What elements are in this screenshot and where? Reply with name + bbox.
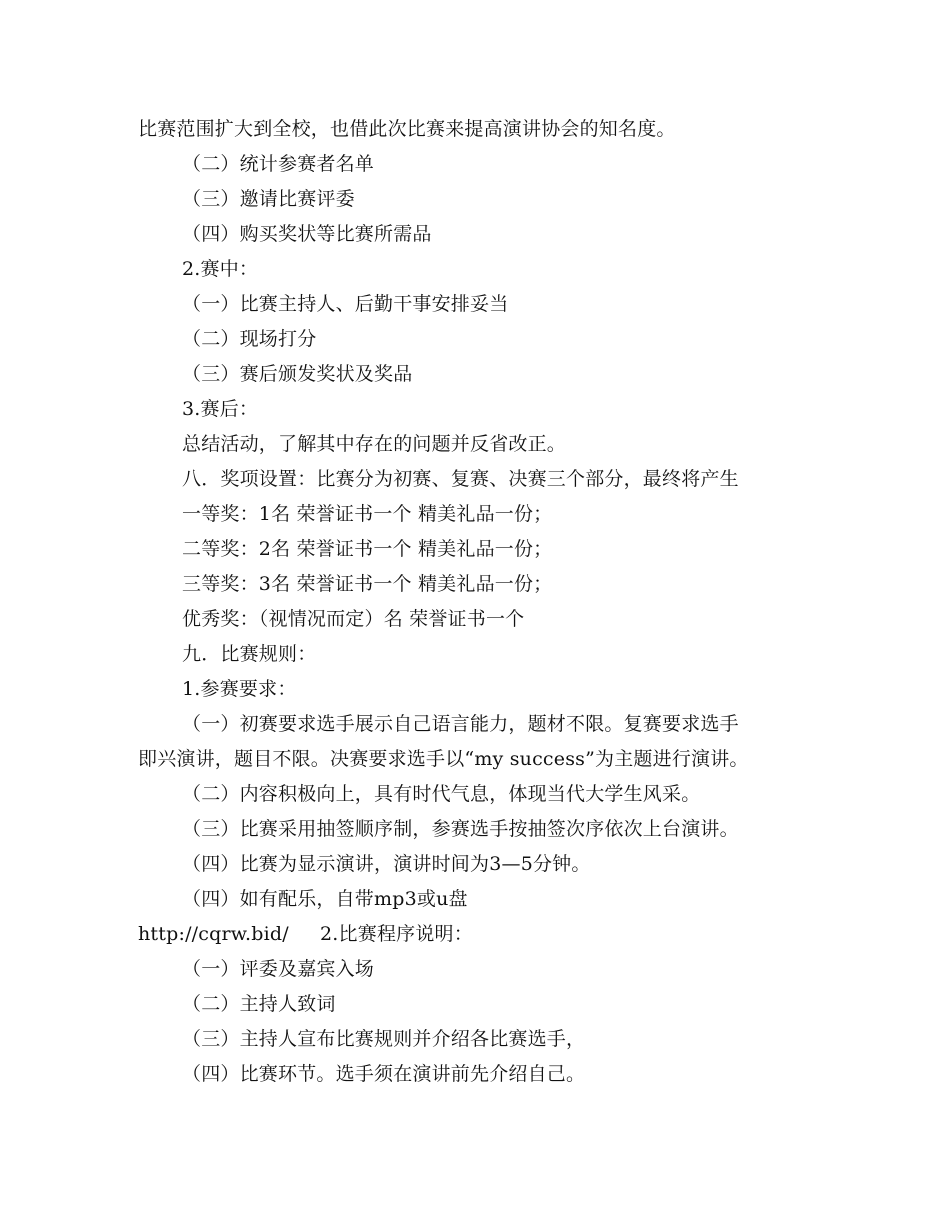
award-line: 三等奖：3名 荣誉证书一个 精美礼品一份；	[182, 573, 553, 595]
paragraph-line: （三）赛后颁发奖状及奖品	[182, 363, 413, 385]
section-heading: 2.赛中：	[182, 258, 259, 280]
paragraph-line: （二）内容积极向上，具有时代气息，体现当代大学生风采。	[182, 783, 701, 805]
paragraph-line: （一）评委及嘉宾入场	[182, 958, 375, 980]
url-gap	[289, 923, 320, 945]
paragraph-line: 总结活动，了解其中存在的问题并反省改正。	[182, 433, 567, 455]
paragraph-line: 比赛范围扩大到全校，也借此次比赛来提高演讲协会的知名度。	[138, 118, 676, 140]
paragraph-line: （四）比赛环节。选手须在演讲前先介绍自己。	[182, 1063, 586, 1085]
section-heading: 1.参赛要求：	[182, 678, 297, 700]
paragraph-line: （四）购买奖状等比赛所需品	[182, 223, 432, 245]
paragraph-line: （四）如有配乐，自带mp3或u盘	[182, 888, 468, 910]
url-text: http://cqrw.bid/	[138, 923, 289, 945]
paragraph-line: （三）邀请比赛评委	[182, 188, 355, 210]
award-line: 优秀奖：（视情况而定）名 荣誉证书一个	[182, 608, 525, 630]
url-line	[138, 917, 838, 952]
paragraph-line: （一）初赛要求选手展示自己语言能力，题材不限。复赛要求选手	[182, 713, 739, 735]
paragraph-line: （一）比赛主持人、后勤干事安排妥当	[182, 293, 509, 315]
section-heading: 八．奖项设置：比赛分为初赛、复赛、决赛三个部分，最终将产生	[182, 468, 739, 490]
section-heading: 3.赛后：	[182, 398, 259, 420]
paragraph-line: （三）比赛采用抽签顺序制，参赛选手按抽签次序依次上台演讲。	[182, 818, 739, 840]
paragraph-line: （二）主持人致词	[182, 993, 336, 1015]
document-body	[138, 112, 838, 1092]
paragraph-line: 即兴演讲，题目不限。决赛要求选手以“my success”为主题进行演讲。	[138, 748, 749, 770]
award-line: 二等奖：2名 荣誉证书一个 精美礼品一份；	[182, 538, 553, 560]
paragraph-line: （三）主持人宣布比赛规则并介绍各比赛选手，	[182, 1028, 586, 1050]
section-heading: 2.比赛程序说明：	[320, 923, 473, 945]
paragraph-line: （四）比赛为显示演讲，演讲时间为3—5分钟。	[182, 853, 591, 875]
paragraph-line: （二）统计参赛者名单	[182, 153, 375, 175]
paragraph-line: （二）现场打分	[182, 328, 317, 350]
award-line: 一等奖：1名 荣誉证书一个 精美礼品一份；	[182, 503, 553, 525]
section-heading: 九．比赛规则：	[182, 643, 317, 665]
